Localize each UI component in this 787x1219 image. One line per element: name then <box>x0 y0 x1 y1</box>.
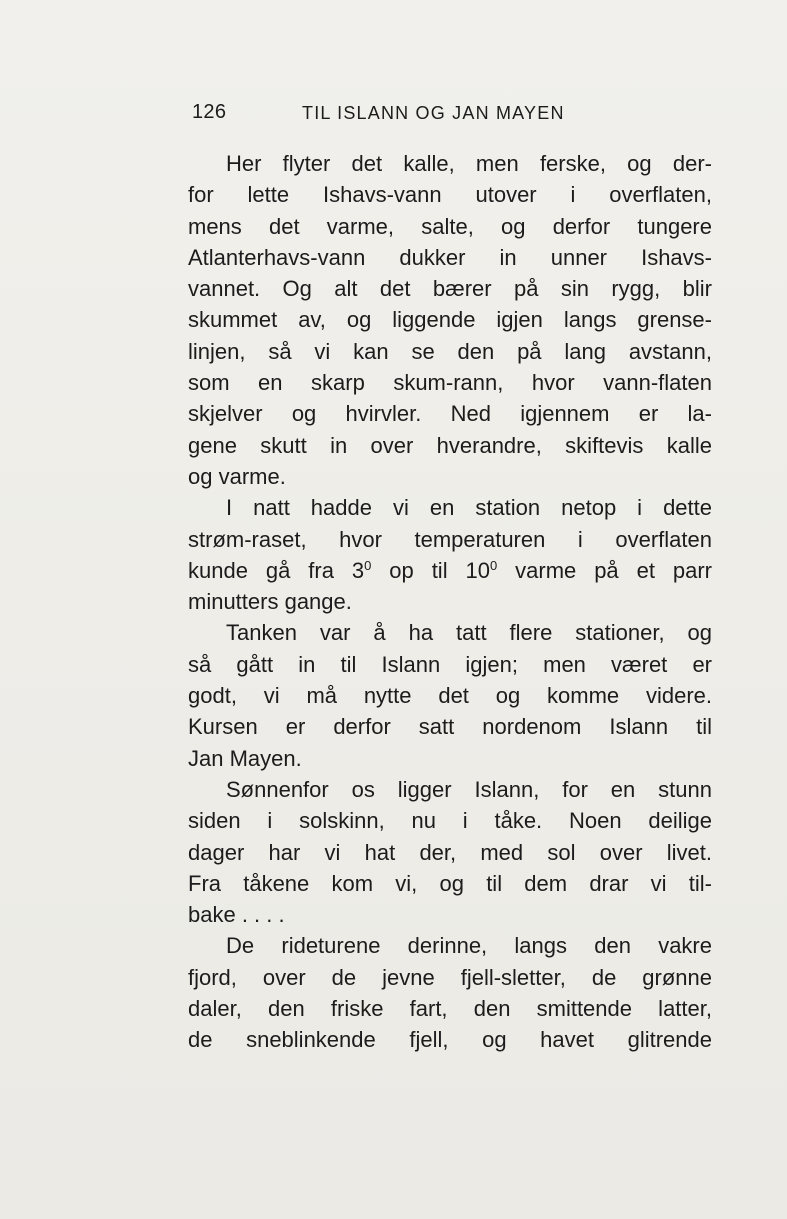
text-line: Sønnenfor os ligger Islann, for en stunn <box>226 776 712 802</box>
line-segment: op til 10 <box>371 557 490 583</box>
text-line: Fra tåkene kom vi, og til dem drar vi til- <box>188 870 712 896</box>
text-line: og varme. <box>188 463 286 489</box>
text-line: siden i solskinn, nu i tåke. Noen deilige <box>188 808 712 834</box>
text-line: så gått in til Islann igjen; men været er <box>188 651 712 677</box>
text-line: Her flyter det kalle, men ferske, og der- <box>226 151 712 176</box>
text-line: linjen, så vi kan se den på lang avstann, <box>188 338 712 364</box>
degree-superscript: 0 <box>489 557 498 573</box>
text-line: for lette Ishavs-vann utover i overflaten, <box>188 182 712 208</box>
text-line: de sneblinkende fjell, og havet glitrende <box>188 1027 712 1053</box>
text-line: minutters gange. <box>188 589 352 615</box>
text-line: strøm-raset, hvor temperaturen i overflaten <box>188 526 712 552</box>
text-line: vannet. Og alt det bærer på sin rygg, blir <box>188 276 712 302</box>
text-line-with-superscripts <box>188 555 712 586</box>
line-segment: varme på et parr <box>497 557 713 583</box>
text-line: Tanken var å ha tatt flere stationer, og <box>226 620 712 646</box>
text-line: Atlanterhavs-vann dukker in unner Ishavs- <box>188 244 712 270</box>
text-line: gene skutt in over hverandre, skiftevis kalle <box>188 432 712 458</box>
body-text <box>188 148 712 1056</box>
text-line: Jan Mayen. <box>188 745 302 771</box>
text-line: daler, den friske fart, den smittende latter, <box>188 996 712 1022</box>
running-title: TIL ISLANN OG JAN MAYEN <box>302 103 565 123</box>
text-line: I natt hadde vi en station netop i dette <box>226 495 712 521</box>
degree-superscript: 0 <box>364 557 372 573</box>
line-segment: kunde gå fra 3 <box>188 557 365 583</box>
running-head <box>192 101 712 129</box>
text-line: som en skarp skum-rann, hvor vann-flaten <box>188 370 712 396</box>
text-line: godt, vi må nytte det og komme videre. <box>188 683 712 709</box>
text-line: mens det varme, salte, og derfor tungere <box>188 213 712 239</box>
text-line: Kursen er derfor satt nordenom Islann til <box>188 714 712 740</box>
page-number: 126 <box>192 101 227 123</box>
text-line: skummet av, og liggende igjen langs grense- <box>188 307 712 333</box>
text-line: bake . . . . <box>188 902 285 928</box>
text-line: skjelver og hvirvler. Ned igjennem er la- <box>188 401 712 427</box>
text-line: De rideturene derinne, langs den vakre <box>226 933 712 959</box>
text-line: dager har vi hat der, med sol over livet. <box>188 839 712 865</box>
text-line: fjord, over de jevne fjell-sletter, de grønne <box>188 964 712 990</box>
